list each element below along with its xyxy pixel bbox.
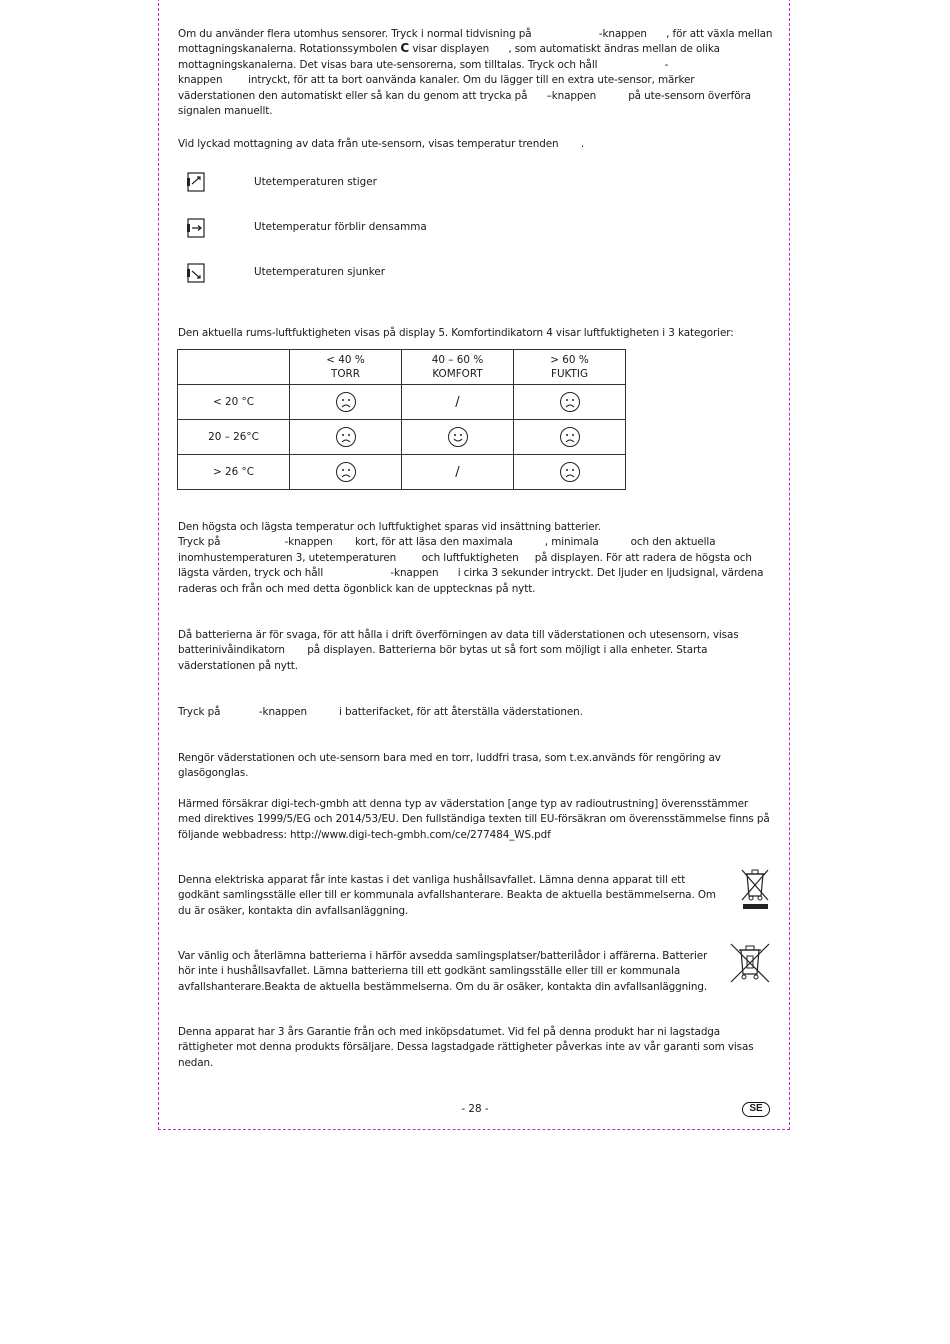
disposal-batteries-paragraph: Var vänlig och återlämna batterierna i härför avsedda samlingsplatser/batterilådor i affärerna. Batterier hör inte i hushållsavfallet. Lämna batterierna till ett godkänt samlingsställe eller till er kommunala avfallshanterare.Beakta de aktuella bestämmelserna. Om du är osäker, kontakta din avfallsanläggning. xyxy=(178,950,708,993)
happy-face-icon xyxy=(447,426,469,448)
trend-rising-label: Utetemperaturen stiger xyxy=(254,176,377,188)
sad-face-icon xyxy=(559,391,581,413)
table-header-cell: < 40 % TORR xyxy=(290,350,402,385)
trend-steady-icon xyxy=(186,218,206,238)
sad-face-icon xyxy=(335,426,357,448)
warranty-paragraph: Denna apparat har 3 års Garantie från och med inköpsdatumet. Vid fel på denna produkt har ni lagstadga rättigheter mot denna produkts försäljare. Dessa lagstadgade rättigheter påverkas inte av vår garanti som visas nedan. xyxy=(178,1026,754,1069)
battery-paragraph: Då batterierna är för svaga, för att hålla i drift överförningen av data till väderstationen och utesensorn, visas batterinivåindikatorn på displayen. Batterierna bör bytas ut så fort som möjligt i alla enheter. Starta väderstationen på nytt. xyxy=(178,629,739,672)
table-cell xyxy=(514,385,626,420)
trend-intro-paragraph: Vid lyckad mottagning av data från ute-sensorn, visas temperatur trenden . xyxy=(178,138,585,150)
battery-disposal-bin-icon xyxy=(729,940,771,984)
weee-bin-icon xyxy=(738,866,772,912)
table-cell xyxy=(514,455,626,490)
trend-falling-label: Utetemperaturen sjunker xyxy=(254,266,386,278)
table-header-cell: > 60 % FUKTIG xyxy=(514,350,626,385)
table-temp-cell: 20 – 26°C xyxy=(178,420,290,455)
conformity-paragraph: Härmed försäkrar digi-tech-gmbh att denna typ av väderstation [ange typ av radioutrustning] överensstämmer med direktives 1999/5/EG och 2014/53/EU. Den fullständiga texten till EU-försäkran om överensstämmelse finns på följande webbadress: http://www.digi-tech-gmbh.com/ce/277484_WS.pdf xyxy=(178,798,770,841)
table-cell xyxy=(290,455,402,490)
table-cell: / xyxy=(402,385,514,420)
table-row xyxy=(178,455,626,490)
rotation-icon: C xyxy=(400,41,410,56)
reset-paragraph: Tryck på -knappen i batterifacket, för att återställa väderstationen. xyxy=(178,706,583,718)
table-temp-cell: > 26 °C xyxy=(178,455,290,490)
table-corner-cell xyxy=(178,350,290,385)
table-temp-cell: < 20 °C xyxy=(178,385,290,420)
page-number: - 28 - xyxy=(461,1103,489,1115)
sad-face-icon xyxy=(559,426,581,448)
table-cell xyxy=(402,420,514,455)
table-header-row xyxy=(178,350,626,385)
sad-face-icon xyxy=(335,461,357,483)
sensors-paragraph: Om du använder flera utomhus sensorer. Tryck i normal tidvisning på -knappen , för att växla mellan mottagningskanalerna. Rotationssymbolen C visar displayen , som automatiskt ändras mellan de olika mottagningskanalerna. Det visas bara ute-sensorerna, som tilltalas. Tryck och håll -knappen intryckt, för att ta bort oanvända kanaler. Om du lägger till en extra ute-sensor, märker väderstationen den automatiskt eller så kan du genom att trycka på –knappen på ute-sensorn överföra signalen manuellt. xyxy=(178,28,773,118)
cleaning-paragraph: Rengör väderstationen och ute-sensorn bara med en torr, luddfri trasa, som t.ex.används för rengöring av glasögonglas. xyxy=(178,752,721,780)
table-cell xyxy=(514,420,626,455)
trend-steady-label: Utetemperatur förblir densamma xyxy=(254,221,427,233)
trend-rising-icon xyxy=(186,172,206,192)
humidity-intro-paragraph: Den aktuella rums-luftfuktigheten visas på display 5. Komfortindikatorn 4 visar luftfuktigheten i 3 kategorier: xyxy=(178,327,734,339)
table-header-cell: 40 – 60 % KOMFORT xyxy=(402,350,514,385)
minmax-paragraph: Den högsta och lägsta temperatur och luftfuktighet sparas vid insättning batterier. Tryck på -knappen kort, för att läsa den maximala , minimala och den aktuella inomhustemperaturen 3, utetemperaturen och luftfuktigheten på displayen. För att radera de högsta och lägsta värden, tryck och håll -knappen i cirka 3 sekunder intryckt. Det ljuder en ljudsignal, värdena raderas och från och med detta ögonblick kan de upptecknas på nytt. xyxy=(178,521,764,595)
table-cell xyxy=(290,385,402,420)
sad-face-icon xyxy=(335,391,357,413)
table-row xyxy=(178,385,626,420)
sad-face-icon xyxy=(559,461,581,483)
language-badge: SE xyxy=(742,1102,770,1117)
trend-falling-icon xyxy=(186,263,206,283)
table-cell: / xyxy=(402,455,514,490)
disposal-device-paragraph: Denna elektriska apparat får inte kastas i det vanliga hushållsavfallet. Lämna denna apparat till ett godkänt samlingsställe eller till er kommunala avfallshanterare. Beakta de aktuella bestämmelserna. Om du är osäker, kontakta din avfallsanläggning. xyxy=(178,874,716,917)
comfort-table xyxy=(177,349,626,490)
table-cell xyxy=(290,420,402,455)
table-row xyxy=(178,420,626,455)
